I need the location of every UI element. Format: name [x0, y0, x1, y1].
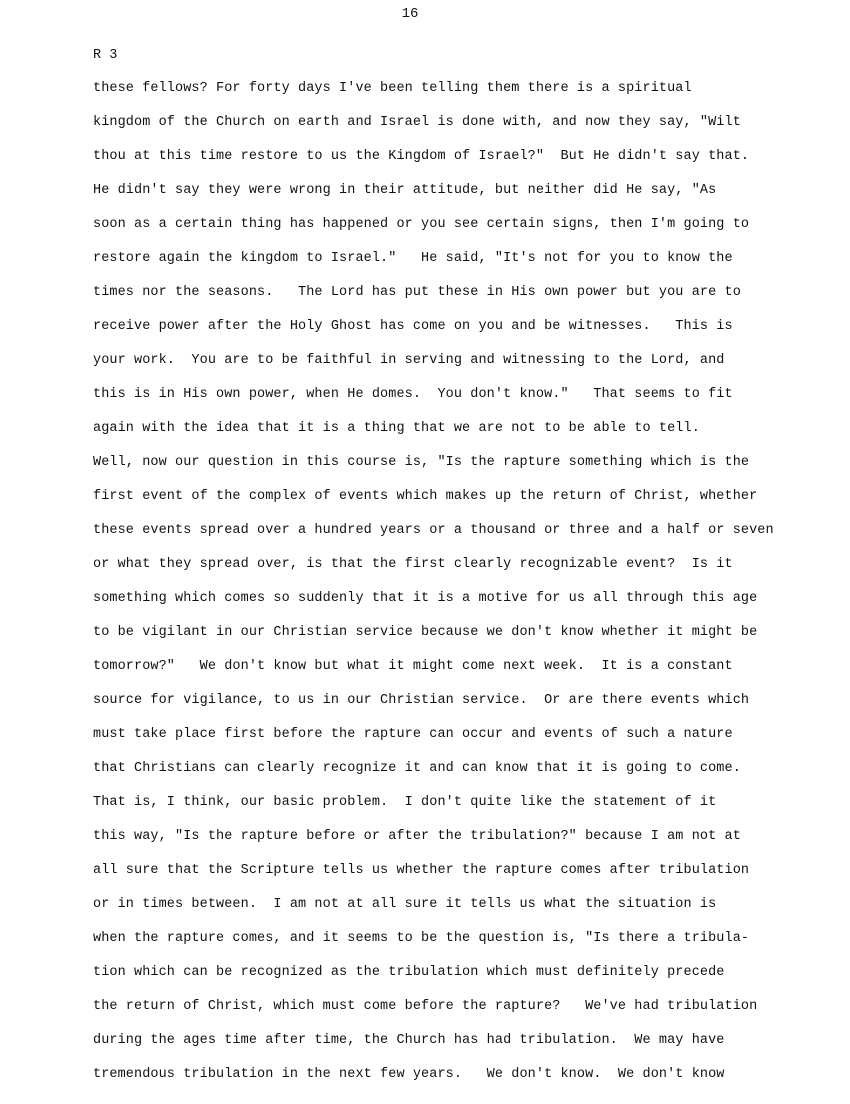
text-line: this is in His own power, when He domes. You don't know." That seems to fit [93, 387, 733, 402]
text-line: Well, now our question in this course is, "Is the rapture something which is the [93, 455, 750, 470]
text-line: or in times between. I am not at all sure it tells us what the situation is [93, 897, 717, 912]
text-line: that Christians can clearly recognize it and can know that it is going to come. [93, 761, 741, 776]
text-line: when the rapture comes, and it seems to be the question is, "Is there a tribula- [93, 931, 750, 946]
text-line: these events spread over a hundred years or a thousand or three and a half or seven [93, 523, 774, 538]
text-line: first event of the complex of events which makes up the return of Christ, whether [93, 489, 758, 504]
text-line: tion which can be recognized as the tribulation which must definitely precede [93, 965, 725, 980]
text-line: source for vigilance, to us in our Christian service. Or are there events which [93, 693, 750, 708]
text-line: all sure that the Scripture tells us whether the rapture comes after tribulation [93, 863, 750, 878]
text-line: must take place first before the rapture can occur and events of such a nature [93, 727, 733, 742]
text-line: to be vigilant in our Christian service because we don't know whether it might be [93, 625, 758, 640]
text-line: or what they spread over, is that the first clearly recognizable event? Is it [93, 557, 733, 572]
text-line: That is, I think, our basic problem. I don't quite like the statement of it [93, 795, 717, 810]
text-line: this way, "Is the rapture before or after the tribulation?" because I am not at [93, 829, 741, 844]
text-line: your work. You are to be faithful in serving and witnessing to the Lord, and [93, 353, 725, 368]
text-line: receive power after the Holy Ghost has come on you and be witnesses. This is [93, 319, 733, 334]
text-line: tremendous tribulation in the next few years. We don't know. We don't know [93, 1067, 725, 1082]
text-line: these fellows? For forty days I've been telling them there is a spiritual [93, 81, 692, 96]
text-line: tomorrow?" We don't know but what it might come next week. It is a constant [93, 659, 733, 674]
body-text [93, 78, 813, 1098]
text-line: times nor the seasons. The Lord has put these in His own power but you are to [93, 285, 741, 300]
text-line: thou at this time restore to us the Kingdom of Israel?" But He didn't say that. [93, 149, 750, 164]
text-line: the return of Christ, which must come before the rapture? We've had tribulation [93, 999, 758, 1014]
page-number: 16 [401, 6, 419, 22]
text-line: soon as a certain thing has happened or you see certain signs, then I'm going to [93, 217, 750, 232]
text-line: kingdom of the Church on earth and Israel is done with, and now they say, "Wilt [93, 115, 741, 130]
text-line: restore again the kingdom to Israel." He said, "It's not for you to know the [93, 251, 733, 266]
text-line: during the ages time after time, the Church has had tribulation. We may have [93, 1033, 725, 1048]
reference-mark: R 3 [93, 48, 118, 63]
text-line: again with the idea that it is a thing that we are not to be able to tell. [93, 421, 700, 436]
text-line: something which comes so suddenly that it is a motive for us all through this age [93, 591, 758, 606]
text-line: He didn't say they were wrong in their attitude, but neither did He say, "As [93, 183, 717, 198]
